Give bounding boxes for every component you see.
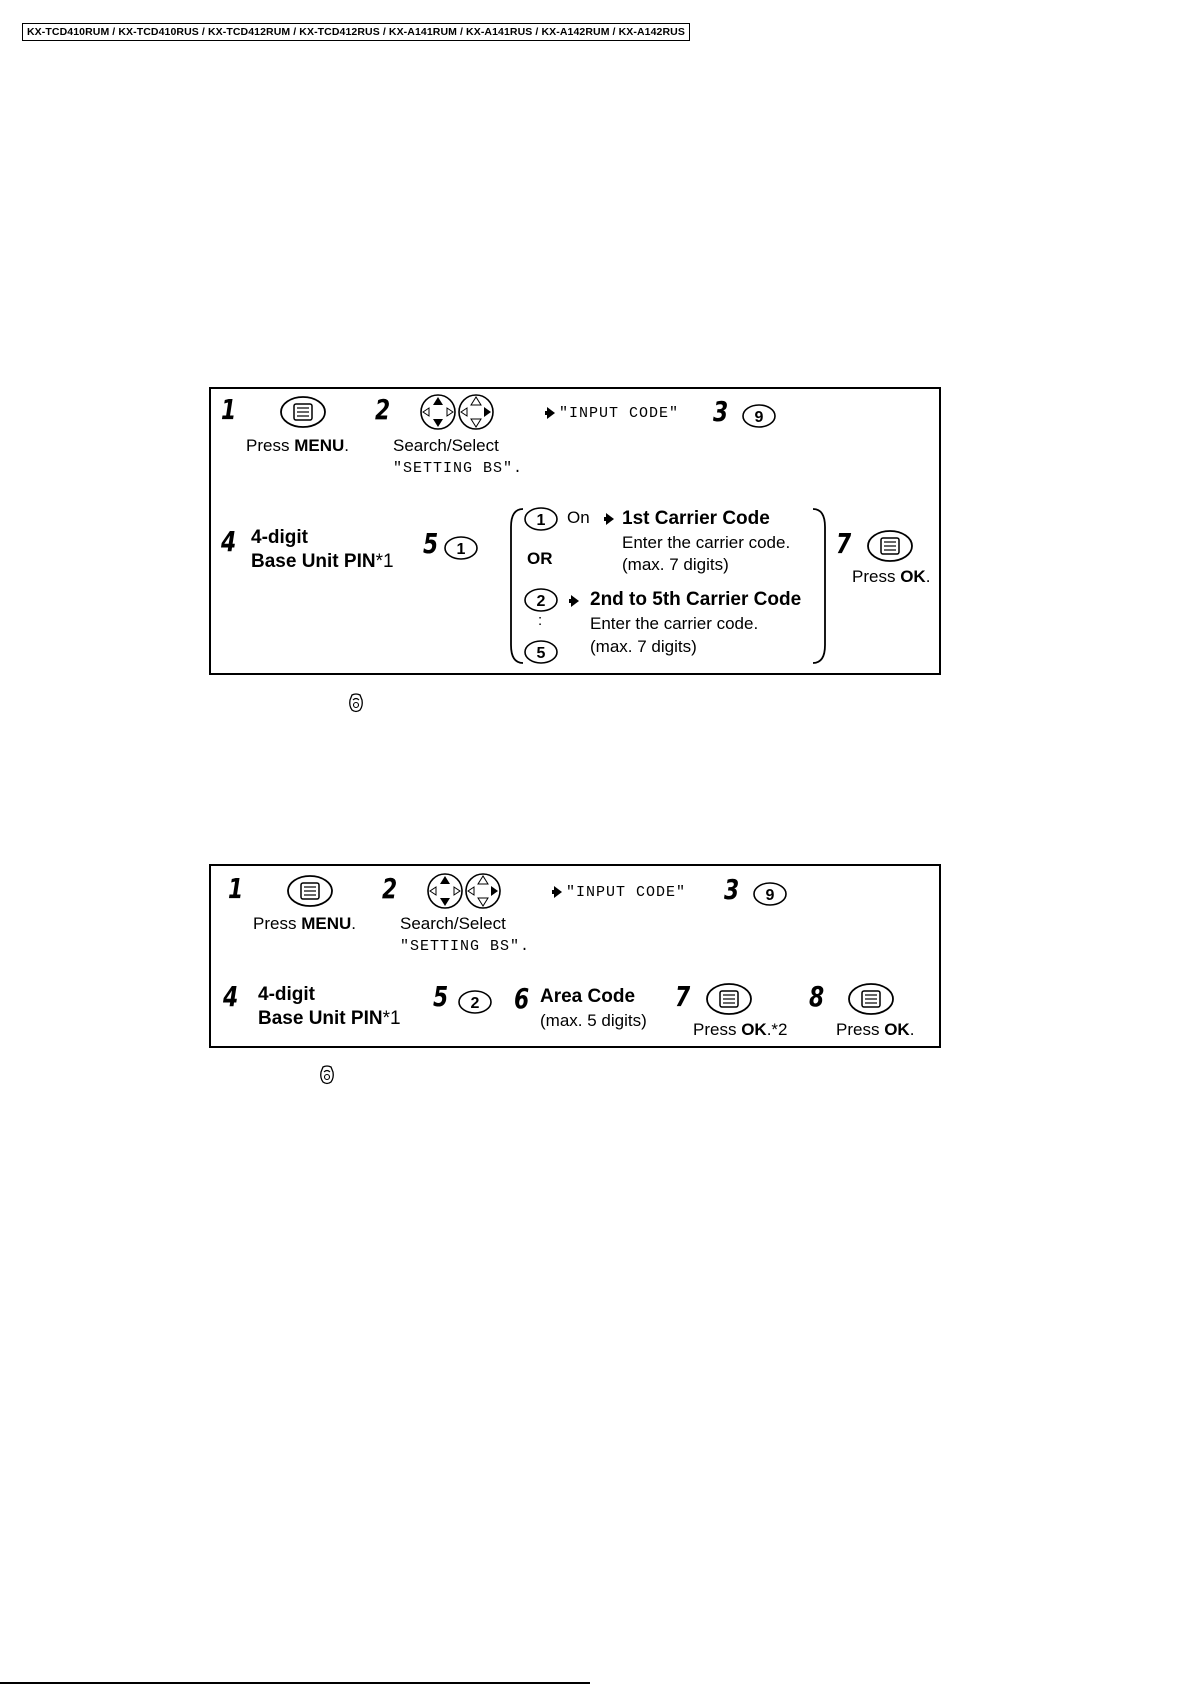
arrow-icon <box>571 595 579 607</box>
pin-line2: Base Unit PIN*1 <box>258 1008 401 1029</box>
first-carrier-title: 1st Carrier Code <box>622 508 770 529</box>
svg-text:2: 2 <box>470 995 480 1012</box>
digit-key-icon <box>443 535 479 561</box>
digit-key-icon <box>741 403 777 429</box>
setting-bs-label: "SETTING BS". <box>393 460 524 477</box>
off-hook-key-icon <box>317 1064 337 1086</box>
svg-text:9: 9 <box>754 409 764 426</box>
arrow-icon <box>547 407 555 419</box>
digit-key-icon <box>523 639 559 665</box>
step-number: 7 <box>836 527 852 560</box>
svg-text:1: 1 <box>536 512 546 529</box>
svg-text:1: 1 <box>456 541 466 558</box>
svg-text:5: 5 <box>536 645 546 662</box>
arrow-icon <box>606 513 614 525</box>
menu-button-icon <box>286 874 334 908</box>
step-number: 4 <box>221 525 237 558</box>
step-number: 5 <box>423 527 439 560</box>
first-carrier-desc: Enter the carrier code. <box>622 533 791 552</box>
area-code-max: (max. 5 digits) <box>540 1011 647 1030</box>
search-select-label: Search/Select <box>393 436 499 455</box>
other-carrier-desc: Enter the carrier code. <box>590 614 759 633</box>
menu-button-icon <box>866 529 914 563</box>
digit-key-icon <box>752 881 788 907</box>
on-label: On <box>567 508 590 527</box>
menu-button-icon <box>279 395 327 429</box>
step-number: 7 <box>675 980 691 1013</box>
setting-bs-label: "SETTING BS". <box>400 938 531 955</box>
digit-key-icon <box>523 587 559 613</box>
arrow-icon <box>554 886 562 898</box>
input-code-label: "INPUT CODE" <box>566 884 687 901</box>
input-code-label: "INPUT CODE" <box>559 405 680 422</box>
step-number: 6 <box>514 982 530 1015</box>
press-ok-label: Press OK. <box>852 567 931 586</box>
range-dots: : <box>538 612 543 629</box>
first-carrier-max: (max. 7 digits) <box>622 555 729 574</box>
search-select-label: Search/Select <box>400 914 506 933</box>
step-number: 2 <box>382 872 398 905</box>
other-carrier-max: (max. 7 digits) <box>590 637 697 656</box>
step-number: 3 <box>713 395 729 428</box>
navigator-key-icon <box>419 393 497 431</box>
step-number: 4 <box>223 980 239 1013</box>
pin-line2: Base Unit PIN*1 <box>251 551 394 572</box>
pin-line1: 4-digit <box>251 527 308 548</box>
model-header: KX-TCD410RUM / KX-TCD410RUS / KX-TCD412RUM / KX-TCD412RUS / KX-A141RUM / KX-A141RUS / KX-A142RUM / KX-A142RUS <box>22 23 690 41</box>
menu-button-icon <box>705 982 753 1016</box>
other-carrier-title: 2nd to 5th Carrier Code <box>590 589 802 610</box>
digit-key-icon <box>457 989 493 1015</box>
svg-text:2: 2 <box>536 593 546 610</box>
step-number: 3 <box>724 873 740 906</box>
area-code-title: Area Code <box>540 986 636 1007</box>
step-number: 1 <box>221 393 237 426</box>
footer-rule <box>0 1682 590 1684</box>
area-code-procedure <box>209 864 941 1048</box>
carrier-code-procedure <box>209 387 941 675</box>
or-label: OR <box>527 549 553 568</box>
step-number: 8 <box>809 980 825 1013</box>
menu-button-icon <box>847 982 895 1016</box>
digit-key-icon <box>523 506 559 532</box>
off-hook-key-icon <box>346 692 366 714</box>
step-number: 1 <box>228 872 244 905</box>
step-number: 2 <box>375 393 391 426</box>
pin-line1: 4-digit <box>258 984 315 1005</box>
press-ok-label: Press OK.*2 <box>693 1020 788 1039</box>
step-number: 5 <box>433 980 449 1013</box>
svg-text:9: 9 <box>765 887 775 904</box>
press-ok-label: Press OK. <box>836 1020 915 1039</box>
press-menu-label: Press MENU. <box>246 436 349 455</box>
press-menu-label: Press MENU. <box>253 914 356 933</box>
option-bracket-right <box>811 507 827 665</box>
navigator-key-icon <box>426 872 504 910</box>
